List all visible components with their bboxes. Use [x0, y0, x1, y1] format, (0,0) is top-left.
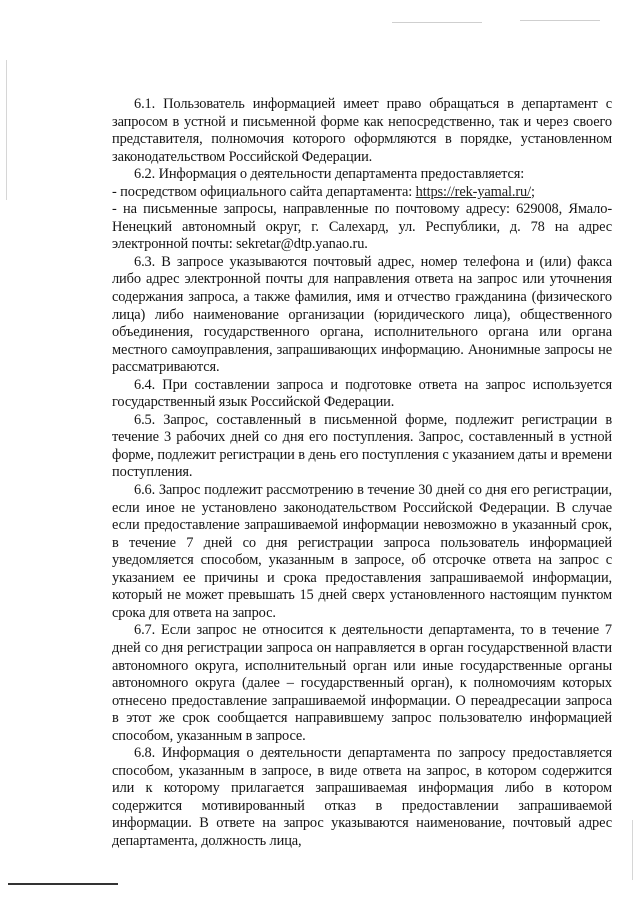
paragraph-6-3: 6.3. В запросе указываются почтовый адрес, номер телефона и (или) факса либо адрес электронной почты для направления ответа на запрос или уточнения содержания запроса, а также фамилия, имя и отчество гражданина (физического лица) либо наименование организации (юридического лица), общественного объединения, государственного органа, исполнительного органа или органа местного самоуправления, запрашивающих информацию. Анонимные запросы не рассматриваются. — [112, 253, 612, 376]
paragraph-6-6: 6.6. Запрос подлежит рассмотрению в течение 30 дней со дня его регистрации, если иное не установлено законодательством Российской Федерации. В случае если предоставление запрашиваемой информации невозможно в указанный срок, в течение 7 дней со дня регистрации запроса пользователь информацией уведомляется способом, указанным в запросе, об отсрочке ответа на запрос с указанием ее причины и срока предоставления запрашиваемой информации, который не может превышать 15 дней сверх установленного настоящим пунктом срока для ответа на запрос. — [112, 482, 612, 621]
scan-artifact-left-edge — [6, 60, 7, 200]
scan-artifact-top-right — [520, 20, 600, 21]
paragraph-6-1: 6.1. Пользователь информацией имеет право обращаться в департамент с запросом в устной и письменной форме как непосредственно, так и через своего представителя, полномочия которого оформляются в порядке, установленном законодательством Российской Федерации. — [112, 96, 612, 165]
list-item-website-prefix: - посредством официального сайта департамента: — [112, 183, 416, 200]
list-item-website-suffix: ; — [531, 183, 535, 200]
scan-artifact-top — [392, 22, 482, 23]
paragraph-6-8: 6.8. Информация о деятельности департамента по запросу предоставляется способом, указанным в запросе, в виде ответа на запрос, в котором содержится или к которому прилагается запрашиваемая информация либо в котором содержится мотивированный отказ в предоставлении запрашиваемой информации. В ответе на запрос указываются наименование, почтовый адрес департамента, должность лица, — [112, 745, 612, 849]
paragraph-6-4: 6.4. При составлении запроса и подготовке ответа на запрос используется государственный язык Российской Федерации. — [112, 376, 612, 411]
list-item-website — [112, 184, 612, 202]
paragraph-6-5: 6.5. Запрос, составленный в письменной форме, подлежит регистрации в течение 3 рабочих дней со дня его поступления. Запрос, составленный в устной форме, подлежит регистрации в день его поступления с указанием даты и времени поступления. — [112, 411, 612, 481]
paragraph-6-2: 6.2. Информация о деятельности департамента предоставляется: — [134, 166, 525, 183]
list-item-mail: - на письменные запросы, направленные по почтовому адресу: 629008, Ямало-Ненецкий автономный округ, г. Салехард, ул. Республики, д. 78 на адрес электронной почты: sekretar@dtp.yanao.ru. — [112, 201, 612, 253]
document-body — [112, 96, 612, 851]
paragraph-6-7: 6.7. Если запрос не относится к деятельности департамента, то в течение 7 дней со дня регистрации запроса он направляется в орган государственной власти автономного округа, исполнительный орган или иные государственные органы автономного округа (далее – государственный орган), к полномочиям которых отнесено предоставление запрашиваемой информации. О переадресации запроса в этот же срок сообщается направившему запрос пользователю информацией способом, указанным в запросе. — [112, 622, 612, 744]
website-link[interactable]: https://rek-yamal.ru/ — [415, 183, 531, 200]
footer-rule — [8, 883, 118, 885]
scan-artifact-right-edge — [632, 820, 633, 880]
